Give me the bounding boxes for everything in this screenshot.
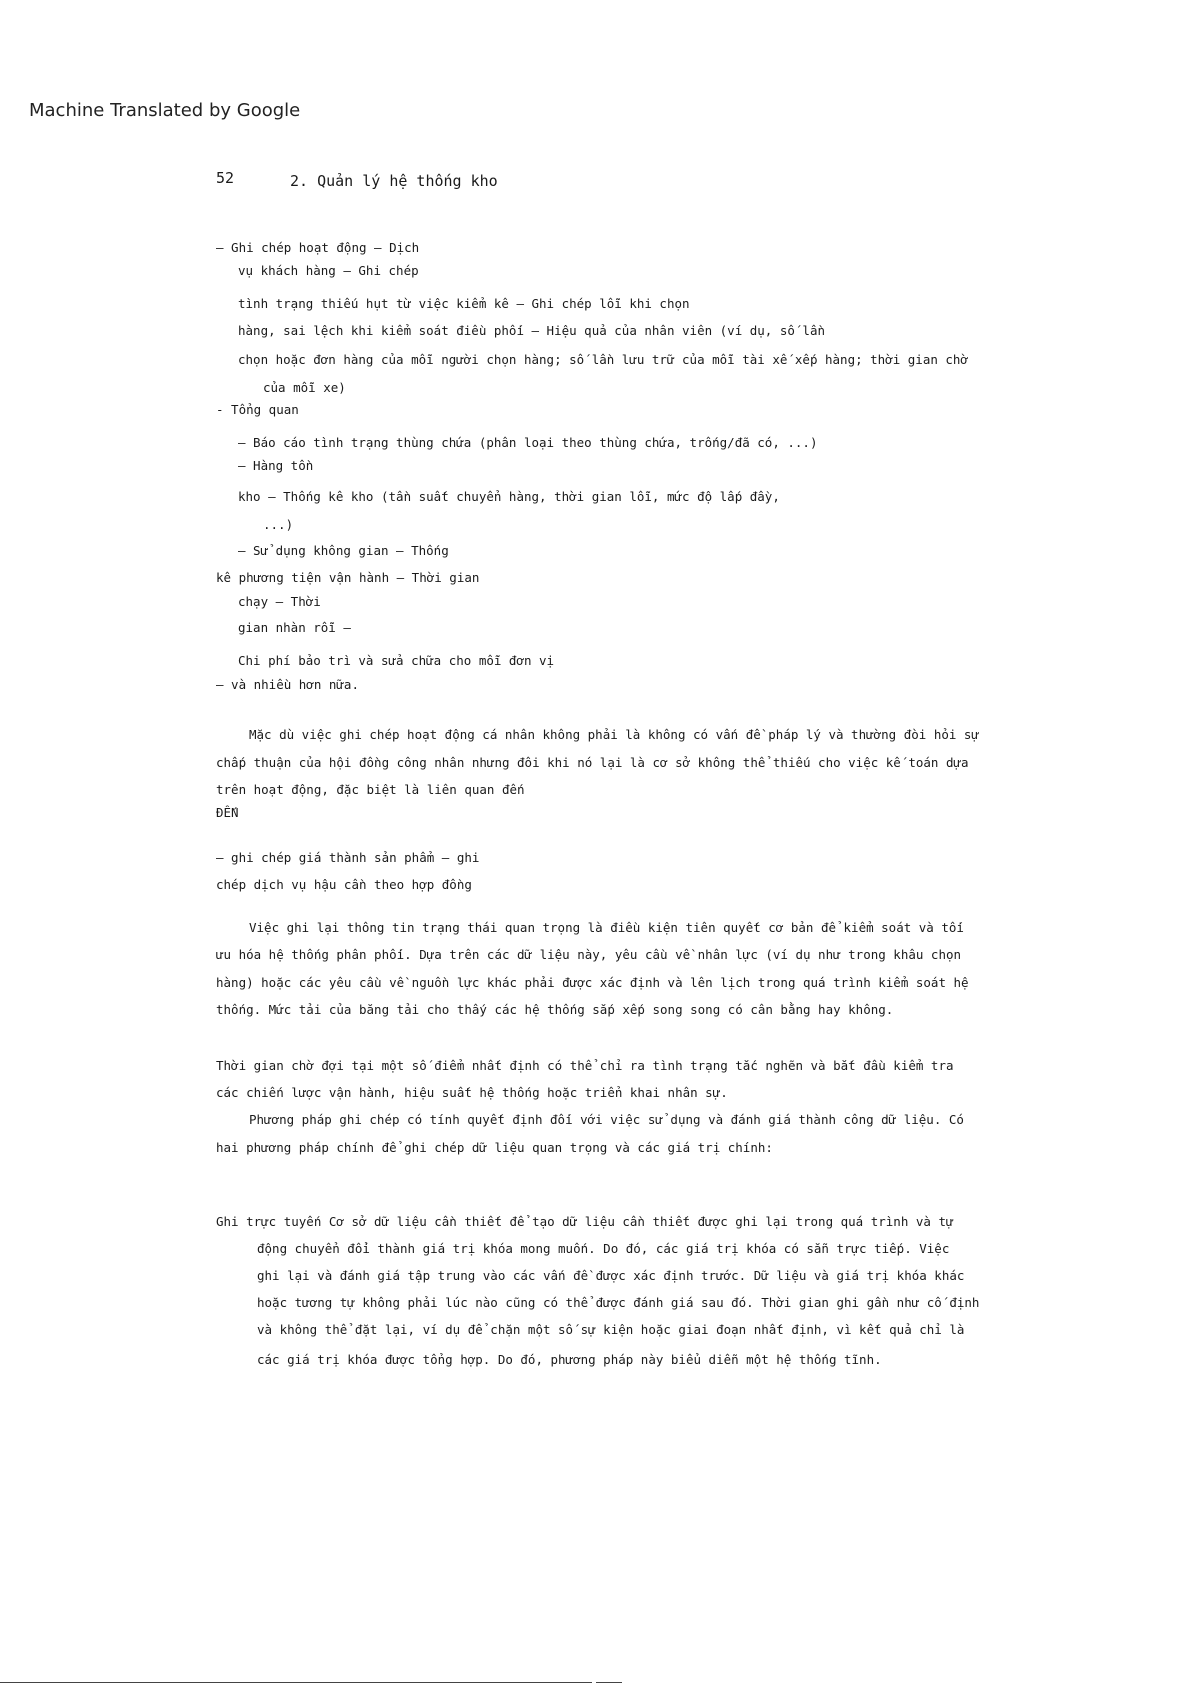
text-line: trên hoạt động, đặc biệt là liên quan đến xyxy=(216,782,525,797)
text-line: ưu hóa hệ thống phân phối. Dựa trên các dữ liệu này, yêu cầu về nhân lực (ví dụ như trong khâu chọn xyxy=(216,947,962,962)
text-line: – Báo cáo tình trạng thùng chứa (phân loại theo thùng chứa, trống/đã có, ...) xyxy=(238,435,818,450)
text-line: chọn hoặc đơn hàng của mỗi người chọn hàng; số lần lưu trữ của mỗi tài xế xếp hàng; thời gian chờ xyxy=(238,352,968,367)
text-line: ...) xyxy=(263,517,294,532)
footer-rule xyxy=(0,1682,592,1683)
text-line: – và nhiều hơn nữa. xyxy=(216,677,359,692)
text-line: hoặc tương tự không phải lúc nào cũng có thể được đánh giá sau đó. Thời gian ghi gần như cố định xyxy=(257,1295,980,1310)
text-line: hàng, sai lệch khi kiểm soát điều phối – Hiệu quả của nhân viên (ví dụ, số lần xyxy=(238,323,825,338)
footer-rule-tail xyxy=(596,1682,622,1683)
text-line: động chuyển đổi thành giá trị khóa mong muốn. Do đó, các giá trị khóa có sẵn trực tiếp. Việc xyxy=(257,1241,950,1256)
text-line: chép dịch vụ hậu cần theo hợp đồng xyxy=(216,877,472,892)
text-line: ghi lại và đánh giá tập trung vào các vấn đề được xác định trước. Dữ liệu và giá trị khóa khác xyxy=(257,1268,965,1283)
text-line: gian nhàn rỗi – xyxy=(238,620,351,635)
text-line: kho – Thống kê kho (tần suất chuyển hàng, thời gian lỗi, mức độ lấp đầy, xyxy=(238,489,780,504)
text-line: các chiến lược vận hành, hiệu suất hệ thống hoặc triển khai nhân sự. xyxy=(216,1085,728,1100)
text-line: Chi phí bảo trì và sửa chữa cho mỗi đơn vị xyxy=(238,653,555,668)
text-line: – Hàng tồn xyxy=(238,458,314,473)
text-line: tình trạng thiếu hụt từ việc kiểm kê – Ghi chép lỗi khi chọn xyxy=(238,296,690,311)
page-number: 52 xyxy=(216,169,235,187)
text-line: Ghi trực tuyến Cơ sở dữ liệu cần thiết để tạo dữ liệu cần thiết được ghi lại trong quá trình và tự xyxy=(216,1214,954,1229)
text-line: hàng) hoặc các yêu cầu về nguồn lực khác phải được xác định và lên lịch trong quá trình kiểm soát hệ xyxy=(216,975,969,990)
text-line: các giá trị khóa được tổng hợp. Do đó, phương pháp này biểu diễn một hệ thống tĩnh. xyxy=(257,1352,882,1367)
text-line: – ghi chép giá thành sản phẩm – ghi xyxy=(216,850,480,865)
text-line: của mỗi xe) xyxy=(263,380,346,395)
text-line: thống. Mức tải của băng tải cho thấy các hệ thống sắp xếp song song có cân bằng hay không. xyxy=(216,1002,894,1017)
text-line: – Ghi chép hoạt động – Dịch xyxy=(216,240,420,255)
machine-translated-label: Machine Translated by Google xyxy=(29,100,301,121)
text-line: và không thể đặt lại, ví dụ để chặn một số sự kiện hoặc giai đoạn nhất định, vì kết quả chỉ là xyxy=(257,1322,965,1337)
text-line: Mặc dù việc ghi chép hoạt động cá nhân không phải là không có vấn đề pháp lý và thường đòi hỏi sự xyxy=(249,727,979,742)
text-line: Việc ghi lại thông tin trạng thái quan trọng là điều kiện tiên quyết cơ bản để kiểm soát và tối xyxy=(249,920,964,935)
text-line: vụ khách hàng – Ghi chép xyxy=(238,263,419,278)
text-line: hai phương pháp chính để ghi chép dữ liệu quan trọng và các giá trị chính: xyxy=(216,1140,773,1155)
text-line: – Sử dụng không gian – Thống xyxy=(238,543,449,558)
text-line: Thời gian chờ đợi tại một số điểm nhất định có thể chỉ ra tình trạng tắc nghẽn và bắt đầu kiểm tra xyxy=(216,1058,954,1073)
text-line: kê phương tiện vận hành – Thời gian xyxy=(216,570,480,585)
chapter-title: 2. Quản lý hệ thống kho xyxy=(290,172,498,190)
text-line: chấp thuận của hội đồng công nhân nhưng đôi khi nó lại là cơ sở không thể thiếu cho việc kế toán dựa xyxy=(216,755,969,770)
text-line: chạy – Thời xyxy=(238,594,321,609)
text-line: Phương pháp ghi chép có tính quyết định đối với việc sử dụng và đánh giá thành công dữ liệu. Có xyxy=(249,1112,964,1127)
text-line: - Tổng quan xyxy=(216,402,299,417)
text-line: ĐẾN xyxy=(216,805,239,820)
